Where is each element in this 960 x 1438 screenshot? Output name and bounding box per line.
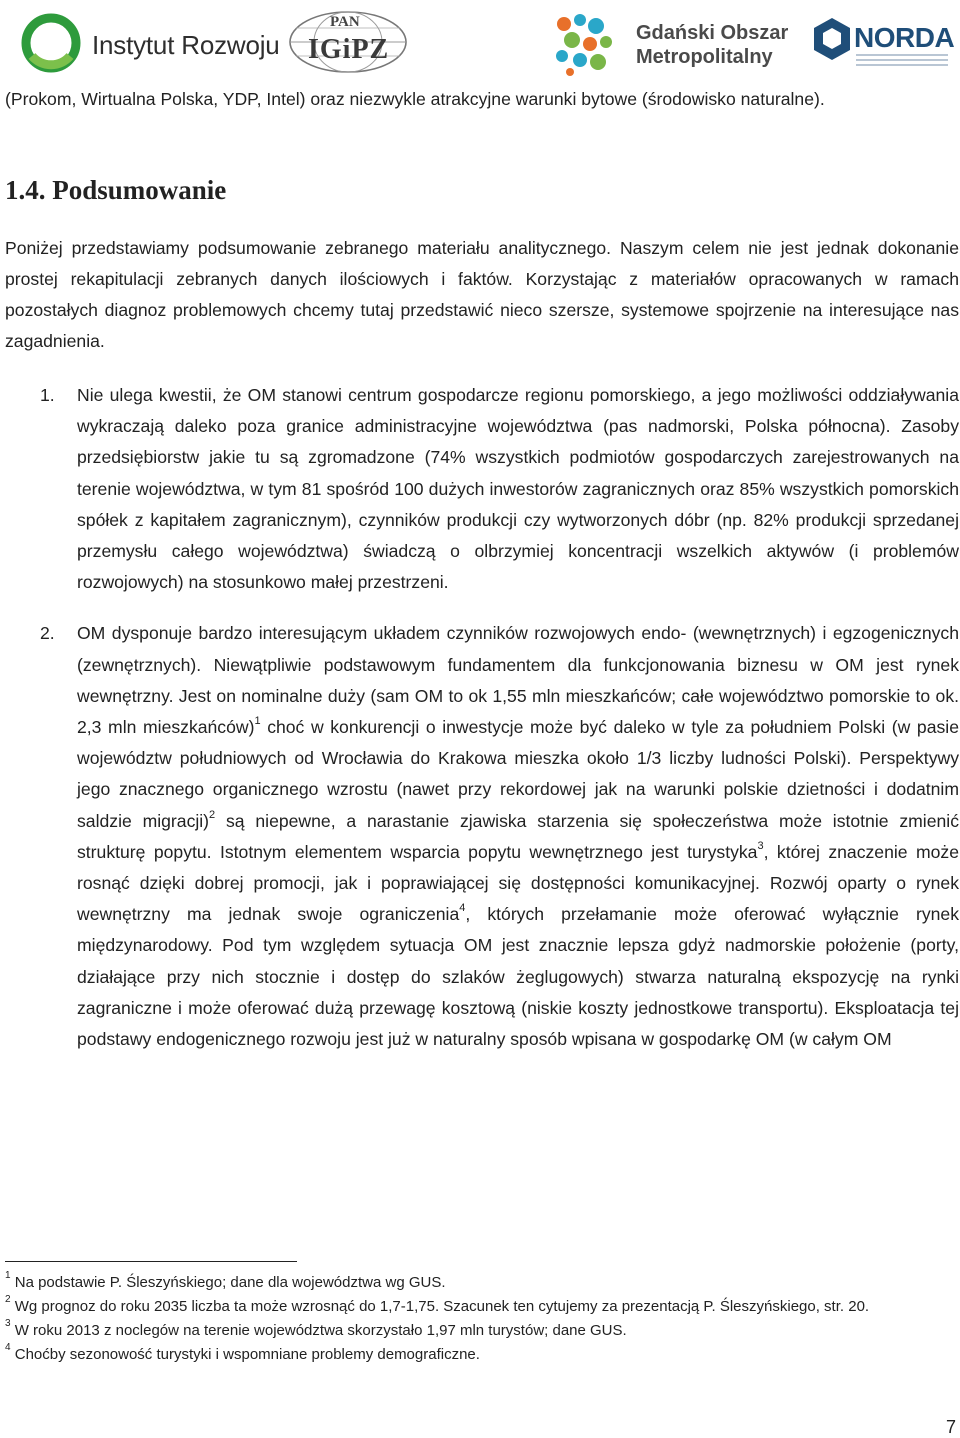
footnote-number: 4 bbox=[5, 1342, 11, 1353]
footnote bbox=[5, 1271, 959, 1295]
list-item-text-segment: OM dysponuje bardzo interesującym układem czynników rozwojowych endo- (wewnętrznych) i egzogenicznych (zewnętrznych). Niewątpliwie podstawowym fundamentem dla funkcjonowania biznesu w OM jest rynek wewnętrzny. Jest on nominalne duży (sam OM to ok 1,55 mln mieszkańców; całe województwo pomorskie to ok. 2,3 mln mieszkańców) bbox=[77, 623, 959, 738]
list-item-number: 1. bbox=[40, 385, 55, 405]
footnotes bbox=[5, 1271, 959, 1367]
footnote-separator bbox=[5, 1261, 297, 1262]
footnote-ref[interactable]: 2 bbox=[209, 808, 216, 821]
footnote-text: W roku 2013 z noclegów na terenie województwa skorzystało 1,97 mln turystów; dane GUS. bbox=[10, 1322, 627, 1339]
list-item-text-segment: , której znaczenie może rosnąć dzięki dobrej promocji, jak i poprawiającej się dostępności komunikacyjnej. Rozwój oparty o rynek wewnętrzny ma jednak swoje ograniczenia bbox=[77, 841, 959, 925]
list-item bbox=[0, 380, 959, 598]
colored-dots-logo-icon bbox=[550, 12, 620, 76]
gdansk-line2: Metropolitalny bbox=[636, 46, 773, 68]
instytut-rozwoju-text: Instytut Rozwoju bbox=[92, 30, 280, 60]
pan-text: PAN bbox=[330, 14, 360, 30]
footnote-text: Na podstawie P. Śleszyńskiego; dane dla województwa wg GUS. bbox=[10, 1274, 446, 1291]
pan-igipz-logo bbox=[286, 8, 411, 78]
norda-logo bbox=[812, 8, 955, 78]
footnote bbox=[5, 1319, 959, 1343]
section-title: 1.4. Podsumowanie bbox=[5, 175, 227, 205]
norda-text: NORDA bbox=[854, 22, 955, 53]
intro-top-paragraph: (Prokom, Wirtualna Polska, YDP, Intel) oraz niezwykle atrakcyjne warunki bytowe (środowisko naturalne). bbox=[5, 89, 825, 109]
footnote-number: 2 bbox=[5, 1294, 11, 1305]
list-item-number: 2. bbox=[40, 623, 55, 644]
gdanski-obszar-logo bbox=[550, 8, 789, 78]
list-item-text: Nie ulega kwestii, że OM stanowi centrum gospodarcze regionu pomorskiego, a jego możliwości oddziaływania wykraczają daleko poza granice administracyjne województwa (pas nadmorski, Polska północna). Zasoby przedsiębiorstw jakie tu są zgromadzone (74% wszystkich podmiotów gospodarczych zarejestrowanych na terenie województwa, w tym 81 spośród 100 dużych inwestorów zagranicznych oraz 85% wszystkich pomorskich spółek z kapitałem zagranicznym), czynników produkcji czy wytworzonych dóbr (np. 82% produkcji sprzedanej przemysłu całego województwa) świadczą o olbrzymiej koncentracji wszelkich aktywów (i problemów rozwojowych) na stosunkowo małej przestrzeni. bbox=[77, 385, 959, 593]
intro-paragraph: Poniżej przedstawiamy podsumowanie zebranego materiału analitycznego. Naszym celem nie jest jednak dokonanie prostej rekapitulacji zebranych danych ilościowych i faktów. Korzystając z materiałów opracowanych w ramach pozostałych diagnoz problemowych chcemy tutaj przedstawić nieco szersze, systemowe spojrzenie na interesujące nas zagadnienia. bbox=[5, 238, 959, 351]
footnote-text: Wg prognoz do roku 2035 liczba ta może wzrosnąć do 1,7-1,75. Szacunek ten cytujemy za prezentacją P. Śleszyńskiego, str. 20. bbox=[10, 1298, 870, 1315]
footnote-number: 1 bbox=[5, 1270, 11, 1281]
hexagon-logo-icon bbox=[812, 16, 852, 62]
norda-subtext-lines bbox=[856, 54, 948, 69]
footnote-text: Choćby sezonowość turystyki i wspomniane problemy demograficzne. bbox=[10, 1346, 480, 1363]
footnote-ref[interactable]: 3 bbox=[757, 839, 764, 852]
igipz-text: IGiPZ bbox=[308, 34, 390, 65]
footnote bbox=[5, 1295, 959, 1319]
header-logos bbox=[0, 8, 960, 78]
page-number: 7 bbox=[945, 1417, 956, 1437]
list-item-text-segment: są niepewne, a narastanie zjawiska starzenia się społeczeństwa może istotnie zmienić strukturę popytu. Istotnym elementem wsparcia popytu wewnętrznego jest turystyka bbox=[77, 810, 959, 862]
list-item bbox=[0, 618, 959, 1055]
footnote-ref[interactable]: 1 bbox=[254, 715, 261, 728]
gdansk-line1: Gdański Obszar bbox=[636, 22, 789, 44]
list-item-text-segment: choć w konkurencji o inwestycje może być daleko w tyle za południem Polski (w pasie województw południowych od Wrocławia do Krakowa mieszka około 1/3 liczby ludności Polski). Perspektywy jego znacznego organicznego wzrostu (nawet przy rekordowej jak na warunki polskie dzietności i dodatnim saldzie migracji) bbox=[77, 717, 959, 831]
footnote-number: 3 bbox=[5, 1318, 11, 1329]
summary-list bbox=[0, 380, 960, 1075]
list-item-text-segment: , których przełamanie może oferować wyłącznie rynek międzynarodowy. Pod tym względem sytuacja OM jest znacznie lepsza gdyż nadmorskie położenie (porty, działające przy nich stocznie i dostęp do szlaków żeglugowych) stwarza naturalną ekspozycję na rynki zagraniczne i może oferować dużą przewagę kosztową (niskie koszty jednostkowe transportu). Eksploatacja tej podstawy endogenicznego rozwoju jest już w naturalny sposób wpisana w gospodarkę OM (w całym OM bbox=[77, 904, 959, 1050]
instytut-rozwoju-logo bbox=[18, 8, 280, 78]
footnote bbox=[5, 1343, 959, 1367]
footnote-ref[interactable]: 4 bbox=[459, 902, 466, 915]
green-ring-logo-icon bbox=[18, 10, 84, 76]
